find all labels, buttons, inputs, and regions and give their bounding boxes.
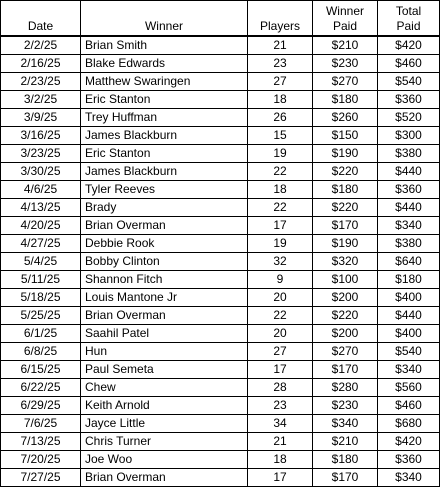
cell-total-paid: $460 bbox=[378, 397, 440, 415]
cell-date: 5/25/25 bbox=[1, 307, 81, 325]
cell-date: 6/1/25 bbox=[1, 325, 81, 343]
header-winner-paid-line2: Paid bbox=[332, 19, 358, 33]
cell-players: 22 bbox=[248, 307, 313, 325]
table-row bbox=[1, 91, 440, 109]
cell-date: 6/29/25 bbox=[1, 397, 81, 415]
cell-date: 3/30/25 bbox=[1, 163, 81, 181]
cell-total-paid: $400 bbox=[378, 289, 440, 307]
cell-total-paid: $340 bbox=[378, 361, 440, 379]
table-row bbox=[1, 36, 440, 55]
cell-date: 2/16/25 bbox=[1, 55, 81, 73]
cell-date: 3/2/25 bbox=[1, 91, 81, 109]
cell-players: 22 bbox=[248, 199, 313, 217]
table-header bbox=[1, 1, 440, 37]
header-players: Players bbox=[248, 1, 313, 37]
cell-date: 6/22/25 bbox=[1, 379, 81, 397]
table-row bbox=[1, 397, 440, 415]
table-row bbox=[1, 199, 440, 217]
cell-players: 20 bbox=[248, 289, 313, 307]
header-row bbox=[1, 1, 440, 37]
table-row bbox=[1, 253, 440, 271]
cell-winner-paid: $170 bbox=[313, 361, 378, 379]
cell-winner-paid: $170 bbox=[313, 469, 378, 487]
cell-winner: Debbie Rook bbox=[81, 235, 248, 253]
table-row bbox=[1, 289, 440, 307]
header-winner-paid bbox=[313, 1, 378, 37]
table-body bbox=[1, 36, 440, 487]
cell-players: 28 bbox=[248, 379, 313, 397]
cell-players: 34 bbox=[248, 415, 313, 433]
cell-winner-paid: $210 bbox=[313, 36, 378, 55]
cell-players: 9 bbox=[248, 271, 313, 289]
cell-date: 3/16/25 bbox=[1, 127, 81, 145]
cell-date: 5/4/25 bbox=[1, 253, 81, 271]
cell-players: 17 bbox=[248, 361, 313, 379]
cell-players: 23 bbox=[248, 397, 313, 415]
cell-players: 32 bbox=[248, 253, 313, 271]
table-row bbox=[1, 145, 440, 163]
cell-date: 4/6/25 bbox=[1, 181, 81, 199]
cell-total-paid: $440 bbox=[378, 199, 440, 217]
cell-winner: Brian Smith bbox=[81, 36, 248, 55]
cell-winner: Brian Overman bbox=[81, 307, 248, 325]
table-row bbox=[1, 235, 440, 253]
cell-total-paid: $640 bbox=[378, 253, 440, 271]
cell-winner-paid: $270 bbox=[313, 343, 378, 361]
cell-winner: Matthew Swaringen bbox=[81, 73, 248, 91]
cell-winner: Shannon Fitch bbox=[81, 271, 248, 289]
cell-winner-paid: $200 bbox=[313, 289, 378, 307]
cell-total-paid: $420 bbox=[378, 433, 440, 451]
cell-winner: Eric Stanton bbox=[81, 91, 248, 109]
cell-winner-paid: $230 bbox=[313, 55, 378, 73]
cell-winner-paid: $280 bbox=[313, 379, 378, 397]
table-row bbox=[1, 307, 440, 325]
table-row bbox=[1, 127, 440, 145]
cell-winner-paid: $180 bbox=[313, 181, 378, 199]
header-winner: Winner bbox=[81, 1, 248, 37]
cell-total-paid: $520 bbox=[378, 109, 440, 127]
cell-total-paid: $360 bbox=[378, 451, 440, 469]
cell-total-paid: $380 bbox=[378, 235, 440, 253]
cell-winner-paid: $200 bbox=[313, 325, 378, 343]
cell-date: 3/9/25 bbox=[1, 109, 81, 127]
cell-date: 5/11/25 bbox=[1, 271, 81, 289]
cell-total-paid: $180 bbox=[378, 271, 440, 289]
cell-date: 5/18/25 bbox=[1, 289, 81, 307]
cell-date: 7/13/25 bbox=[1, 433, 81, 451]
cell-total-paid: $540 bbox=[378, 73, 440, 91]
cell-winner: Brian Overman bbox=[81, 469, 248, 487]
cell-winner: Bobby Clinton bbox=[81, 253, 248, 271]
cell-winner-paid: $170 bbox=[313, 217, 378, 235]
table-row bbox=[1, 433, 440, 451]
cell-date: 7/6/25 bbox=[1, 415, 81, 433]
cell-winner-paid: $150 bbox=[313, 127, 378, 145]
cell-total-paid: $380 bbox=[378, 145, 440, 163]
cell-total-paid: $360 bbox=[378, 91, 440, 109]
header-date: Date bbox=[1, 1, 81, 37]
cell-winner: Chew bbox=[81, 379, 248, 397]
cell-date: 4/27/25 bbox=[1, 235, 81, 253]
cell-winner: Tyler Reeves bbox=[81, 181, 248, 199]
cell-players: 22 bbox=[248, 163, 313, 181]
cell-players: 19 bbox=[248, 145, 313, 163]
cell-total-paid: $540 bbox=[378, 343, 440, 361]
table-row bbox=[1, 379, 440, 397]
cell-date: 6/8/25 bbox=[1, 343, 81, 361]
cell-total-paid: $680 bbox=[378, 415, 440, 433]
table-row bbox=[1, 73, 440, 91]
cell-total-paid: $440 bbox=[378, 163, 440, 181]
table-row bbox=[1, 415, 440, 433]
cell-winner-paid: $220 bbox=[313, 199, 378, 217]
cell-date: 2/23/25 bbox=[1, 73, 81, 91]
cell-total-paid: $300 bbox=[378, 127, 440, 145]
cell-total-paid: $440 bbox=[378, 307, 440, 325]
cell-winner: Eric Stanton bbox=[81, 145, 248, 163]
cell-total-paid: $560 bbox=[378, 379, 440, 397]
cell-winner-paid: $320 bbox=[313, 253, 378, 271]
cell-players: 18 bbox=[248, 451, 313, 469]
cell-winner: Trey Huffman bbox=[81, 109, 248, 127]
cell-winner: James Blackburn bbox=[81, 163, 248, 181]
table-row bbox=[1, 271, 440, 289]
cell-players: 15 bbox=[248, 127, 313, 145]
cell-winner: Louis Mantone Jr bbox=[81, 289, 248, 307]
header-total-paid-line2: Paid bbox=[396, 19, 421, 33]
cell-date: 3/23/25 bbox=[1, 145, 81, 163]
cell-players: 20 bbox=[248, 325, 313, 343]
cell-winner-paid: $180 bbox=[313, 451, 378, 469]
cell-winner: Brian Overman bbox=[81, 217, 248, 235]
cell-winner: James Blackburn bbox=[81, 127, 248, 145]
cell-winner-paid: $230 bbox=[313, 397, 378, 415]
cell-date: 7/20/25 bbox=[1, 451, 81, 469]
cell-date: 4/20/25 bbox=[1, 217, 81, 235]
cell-players: 26 bbox=[248, 109, 313, 127]
cell-players: 21 bbox=[248, 36, 313, 55]
cell-winner-paid: $100 bbox=[313, 271, 378, 289]
cell-winner: Chris Turner bbox=[81, 433, 248, 451]
cell-date: 4/13/25 bbox=[1, 199, 81, 217]
cell-winner: Jayce Little bbox=[81, 415, 248, 433]
cell-winner: Paul Semeta bbox=[81, 361, 248, 379]
cell-players: 21 bbox=[248, 433, 313, 451]
header-winner-paid-line1: Winner bbox=[325, 4, 364, 18]
cell-winner: Brady bbox=[81, 199, 248, 217]
cell-winner-paid: $340 bbox=[313, 415, 378, 433]
cell-date: 6/15/25 bbox=[1, 361, 81, 379]
cell-winner-paid: $220 bbox=[313, 307, 378, 325]
cell-players: 17 bbox=[248, 469, 313, 487]
cell-players: 18 bbox=[248, 91, 313, 109]
cell-total-paid: $460 bbox=[378, 55, 440, 73]
table-row bbox=[1, 451, 440, 469]
cell-date: 2/2/25 bbox=[1, 36, 81, 55]
cell-players: 27 bbox=[248, 343, 313, 361]
header-total-paid bbox=[378, 1, 440, 37]
cell-winner: Hun bbox=[81, 343, 248, 361]
cell-players: 23 bbox=[248, 55, 313, 73]
cell-winner-paid: $260 bbox=[313, 109, 378, 127]
table-row bbox=[1, 217, 440, 235]
cell-total-paid: $360 bbox=[378, 181, 440, 199]
cell-winner: Keith Arnold bbox=[81, 397, 248, 415]
cell-players: 19 bbox=[248, 235, 313, 253]
cell-total-paid: $400 bbox=[378, 325, 440, 343]
cell-winner-paid: $270 bbox=[313, 73, 378, 91]
table-row bbox=[1, 55, 440, 73]
cell-total-paid: $340 bbox=[378, 217, 440, 235]
cell-winner-paid: $220 bbox=[313, 163, 378, 181]
table-row bbox=[1, 163, 440, 181]
cell-winner-paid: $180 bbox=[313, 91, 378, 109]
cell-players: 17 bbox=[248, 217, 313, 235]
table-row bbox=[1, 469, 440, 487]
table-row bbox=[1, 325, 440, 343]
cell-winner: Joe Woo bbox=[81, 451, 248, 469]
table-row bbox=[1, 361, 440, 379]
cell-winner: Blake Edwards bbox=[81, 55, 248, 73]
cell-players: 18 bbox=[248, 181, 313, 199]
cell-winner-paid: $210 bbox=[313, 433, 378, 451]
cell-total-paid: $420 bbox=[378, 36, 440, 55]
header-total-paid-line1: Total bbox=[395, 4, 422, 18]
cell-winner: Saahil Patel bbox=[81, 325, 248, 343]
table-row bbox=[1, 109, 440, 127]
cell-date: 7/27/25 bbox=[1, 469, 81, 487]
cell-total-paid: $340 bbox=[378, 469, 440, 487]
cell-winner-paid: $190 bbox=[313, 145, 378, 163]
cell-players: 27 bbox=[248, 73, 313, 91]
table-row bbox=[1, 343, 440, 361]
cell-winner-paid: $190 bbox=[313, 235, 378, 253]
table-row bbox=[1, 181, 440, 199]
